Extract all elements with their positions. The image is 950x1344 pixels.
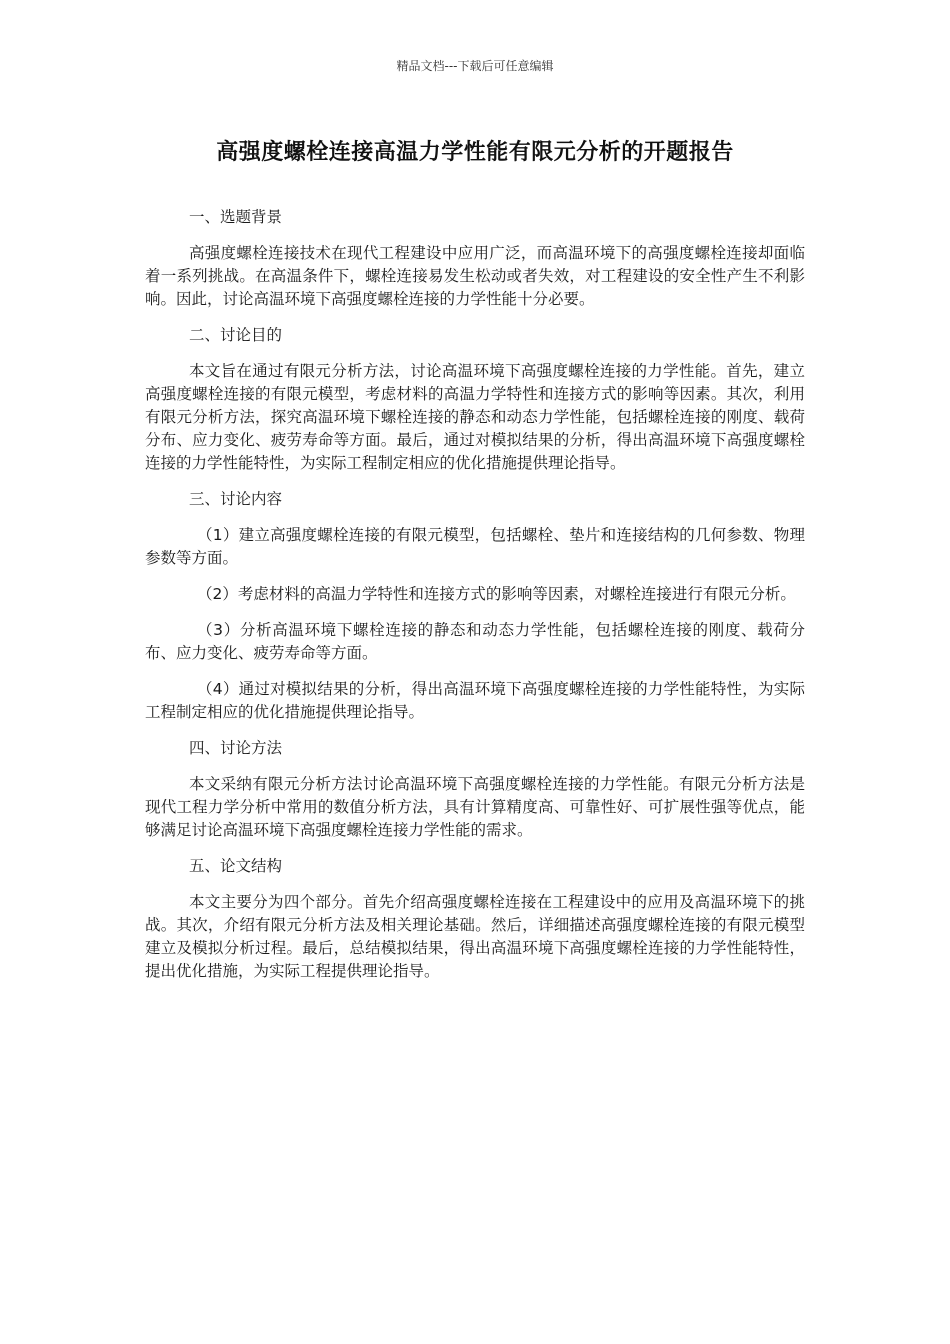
paragraph: 本文采纳有限元分析方法讨论高温环境下高强度螺栓连接的力学性能。有限元分析方法是现代工程力学分析中常用的数值分析方法，具有计算精度高、可靠性好、可扩展性强等优点，能够满足讨论高温环境下高强度螺栓连接力学性能的需求。 <box>145 775 805 839</box>
document-body <box>145 206 805 996</box>
list-item: （3）分析高温环境下螺栓连接的静态和动态力学性能，包括螺栓连接的刚度、载荷分布、应力变化、疲劳寿命等方面。 <box>145 621 805 662</box>
paragraph: 本文旨在通过有限元分析方法，讨论高温环境下高强度螺栓连接的力学性能。首先，建立高强度螺栓连接的有限元模型，考虑材料的高温力学特性和连接方式的影响等因素。其次，利用有限元分析方法，探究高温环境下螺栓连接的静态和动态力学性能，包括螺栓连接的刚度、载荷分布、应力变化、疲劳寿命等方面。最后，通过对模拟结果的分析，得出高温环境下高强度螺栓连接的力学性能特性，为实际工程制定相应的优化措施提供理论指导。 <box>145 362 805 472</box>
section-method <box>145 737 805 842</box>
section-heading: 五、论文结构 <box>189 857 283 875</box>
section-heading: 一、选题背景 <box>189 208 283 226</box>
list-item: （4）通过对模拟结果的分析，得出高温环境下高强度螺栓连接的力学性能特性，为实际工程制定相应的优化措施提供理论指导。 <box>145 680 805 721</box>
section-structure <box>145 855 805 983</box>
header-note: 精品文档---下载后可任意编辑 <box>396 59 554 73</box>
list-item: （1）建立高强度螺栓连接的有限元模型，包括螺栓、垫片和连接结构的几何参数、物理参数等方面。 <box>145 526 805 567</box>
section-heading: 二、讨论目的 <box>189 326 283 344</box>
document-title: 高强度螺栓连接高温力学性能有限元分析的开题报告 <box>216 140 734 165</box>
section-heading: 四、讨论方法 <box>189 739 283 757</box>
section-heading: 三、讨论内容 <box>189 490 283 508</box>
section-content <box>145 488 805 724</box>
list-item: （2）考虑材料的高温力学特性和连接方式的影响等因素，对螺栓连接进行有限元分析。 <box>197 585 796 603</box>
paragraph: 高强度螺栓连接技术在现代工程建设中应用广泛，而高温环境下的高强度螺栓连接却面临着一系列挑战。在高温条件下，螺栓连接易发生松动或者失效，对工程建设的安全性产生不利影响。因此，讨论高温环境下高强度螺栓连接的力学性能十分必要。 <box>145 244 805 308</box>
section-purpose <box>145 324 805 475</box>
section-background <box>145 206 805 311</box>
paragraph: 本文主要分为四个部分。首先介绍高强度螺栓连接在工程建设中的应用及高温环境下的挑战。其次，介绍有限元分析方法及相关理论基础。然后，详细描述高强度螺栓连接的有限元模型建立及模拟分析过程。最后，总结模拟结果，得出高温环境下高强度螺栓连接的力学性能特性，提出优化措施，为实际工程提供理论指导。 <box>145 893 805 980</box>
